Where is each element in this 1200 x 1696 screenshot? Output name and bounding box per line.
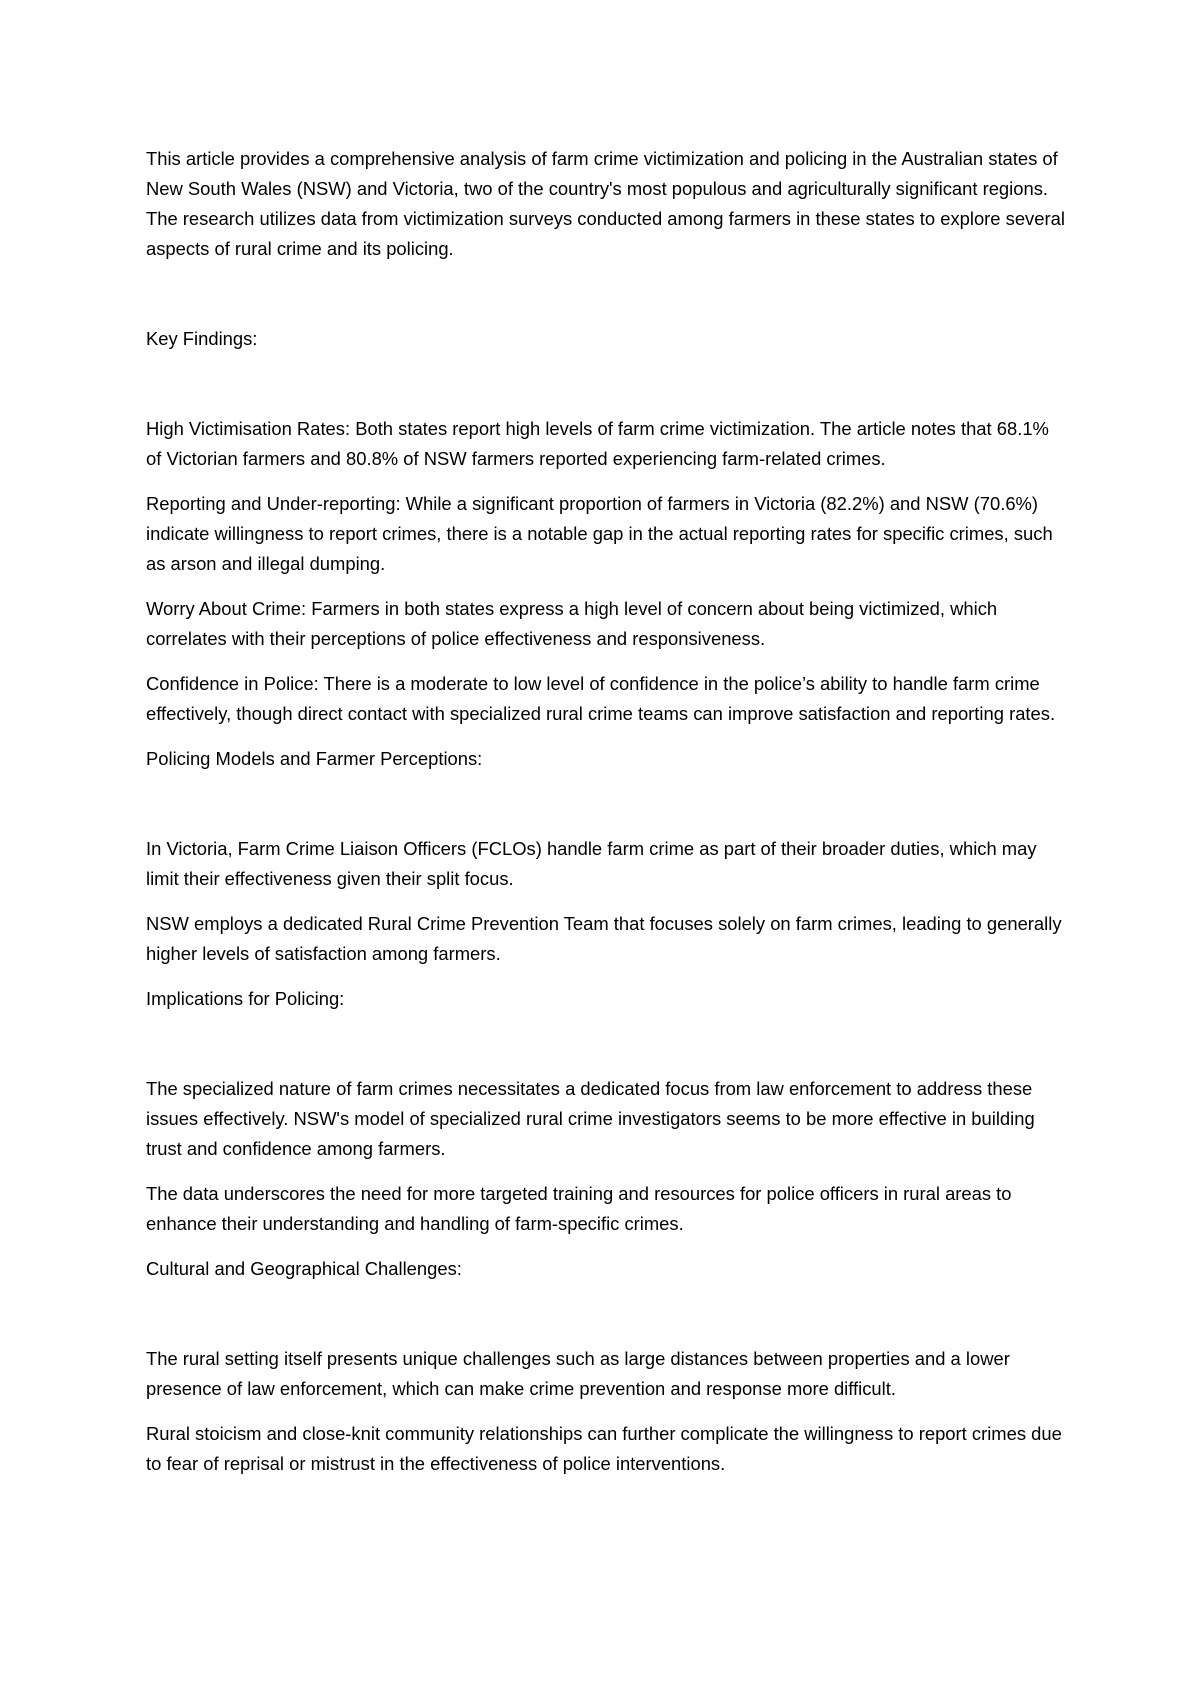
challenge-stoicism: Rural stoicism and close-knit community relationships can further complicate the willingness to report crimes due to fear of reprisal or mistrust in the effectiveness of police interventions. — [146, 1423, 1062, 1474]
policing-models-heading: Policing Models and Farmer Perceptions: — [146, 748, 483, 769]
policing-model-victoria: In Victoria, Farm Crime Liaison Officers (FCLOs) handle farm crime as part of their broader duties, which may limit their effectiveness given their split focus. — [146, 838, 1037, 889]
implications-heading: Implications for Policing: — [146, 988, 345, 1009]
key-findings-heading: Key Findings: — [146, 328, 258, 349]
document-page — [146, 144, 1066, 1494]
finding-reporting: Reporting and Under-reporting: While a significant proportion of farmers in Victoria (82.2%) and NSW (70.6%) indicate willingness to report crimes, there is a notable gap in the actual reporting rates for specific crimes, such as arson and illegal dumping. — [146, 493, 1053, 574]
intro-paragraph: This article provides a comprehensive analysis of farm crime victimization and policing in the Australian states of New South Wales (NSW) and Victoria, two of the country's most populous and agriculturally significant regions. The research utilizes data from victimization surveys conducted among farmers in these states to explore several aspects of rural crime and its policing. — [146, 148, 1065, 259]
challenges-heading: Cultural and Geographical Challenges: — [146, 1258, 462, 1279]
finding-worry-about-crime: Worry About Crime: Farmers in both states express a high level of concern about being victimized, which correlates with their perceptions of police effectiveness and responsiveness. — [146, 598, 998, 649]
implication-training: The data underscores the need for more targeted training and resources for police officers in rural areas to enhance their understanding and handling of farm-specific crimes. — [146, 1183, 1012, 1234]
finding-victimisation-rates: High Victimisation Rates: Both states report high levels of farm crime victimization. The article notes that 68.1% of Victorian farmers and 80.8% of NSW farmers reported experiencing farm-related crimes. — [146, 418, 1049, 469]
finding-confidence-in-police: Confidence in Police: There is a moderate to low level of confidence in the police’s ability to handle farm crime effectively, though direct contact with specialized rural crime teams can improve satisfaction and reporting rates. — [146, 673, 1056, 724]
implication-specialized-focus: The specialized nature of farm crimes necessitates a dedicated focus from law enforcement to address these issues effectively. NSW's model of specialized rural crime investigators seems to be more effective in building trust and confidence among farmers. — [146, 1078, 1035, 1159]
policing-model-nsw: NSW employs a dedicated Rural Crime Prevention Team that focuses solely on farm crimes, leading to generally higher levels of satisfaction among farmers. — [146, 913, 1062, 964]
challenge-rural-setting: The rural setting itself presents unique challenges such as large distances between properties and a lower presence of law enforcement, which can make crime prevention and response more difficult. — [146, 1348, 1010, 1399]
